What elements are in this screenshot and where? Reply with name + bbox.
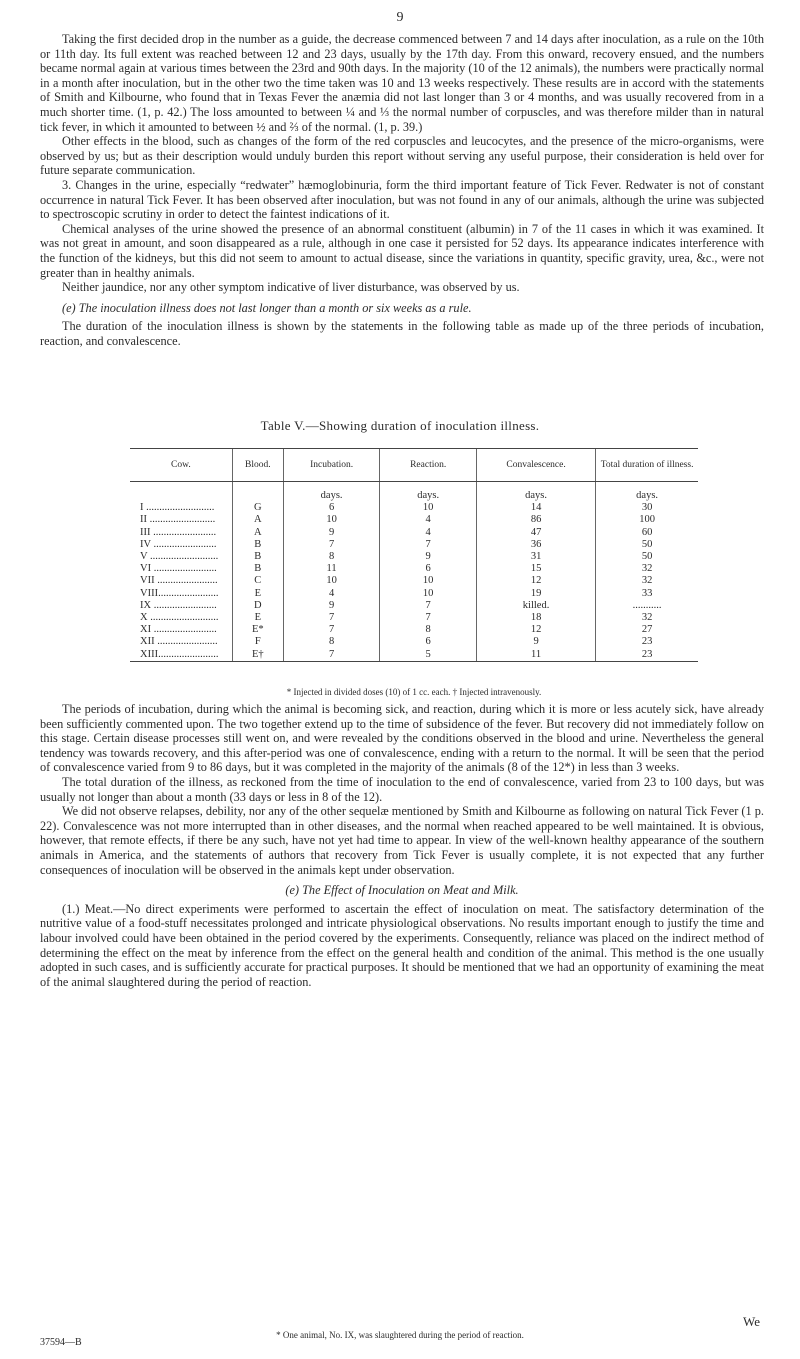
unit-cell: days.	[283, 482, 380, 503]
page-number: 9	[396, 10, 404, 25]
table-cell: E	[232, 612, 283, 624]
table-row	[130, 648, 698, 661]
unit-cell: days.	[380, 482, 477, 503]
cow-cell: V ..........................	[140, 551, 219, 563]
table-row	[130, 551, 698, 563]
unit-cell	[130, 482, 232, 503]
body-text-top	[40, 32, 764, 348]
table-cell: 12	[476, 624, 595, 636]
table-row	[130, 502, 698, 514]
table-cell: 32	[596, 563, 698, 575]
table-cell: 32	[596, 575, 698, 587]
paragraph: Neither jaundice, nor any other symptom indicative of liver disturbance, was observed by us.	[62, 280, 520, 295]
table-cell: B	[232, 563, 283, 575]
paragraph: The periods of incubation, during which the animal is becoming sick, and reaction, during which it is more or less acutely sick, have already been sufficiently commented upon. The two together extend up to the time of subsidence of the fever. But recovery did not immediately follow on this stage. Certain disease processes still went on, and were revealed by the conditions observed in the blood and urine. Nevertheless the general tendency was towards recovery, and this after-period was one of convalescence, ending with a return to the normal. It will be seen that the period of convalescence varied from 9 to 86 days, but it was completed in the majority of the animals (8 of the 12*) in less than 3 weeks.	[40, 702, 764, 775]
table-row	[130, 527, 698, 539]
table-cell: 5	[380, 648, 477, 661]
cow-cell: XIII.......................	[130, 648, 232, 661]
table-cell: E*	[232, 624, 283, 636]
table-cell: B	[232, 539, 283, 551]
unit-cell	[232, 482, 283, 503]
table-row	[130, 600, 698, 612]
column-header: Convalescence.	[476, 449, 595, 482]
column-header: Cow.	[130, 449, 232, 482]
table-cell: 18	[476, 612, 595, 624]
table-cell: 27	[596, 624, 698, 636]
column-header: Reaction.	[380, 449, 477, 482]
table-cell: 8	[283, 551, 380, 563]
column-header: Total duration of illness.	[596, 449, 698, 482]
table-cell: 60	[596, 527, 698, 539]
paragraph: We did not observe relapses, debility, nor any of the other sequelæ mentioned by Smith and Kilbourne as following on natural Tick Fever (1 p. 22). Convalescence was not more interrupted than in other diseases, and the normal when reached appeared to be well maintained. It is obvious, however, that remote effects, if there be any such, have not yet had time to appear. In view of the well-known healthy appearance of the southern animals in America, and the statements of authors that recovery from Tick Fever is usually complete, it is not expected that any further consequences of inoculation will be observed in the animals kept under observation.	[40, 804, 764, 877]
paragraph: 3. Changes in the urine, especially “redwater” hæmoglobinuria, form the third important feature of Tick Fever. Redwater is not of constant occurrence in natural Tick Fever. It has been observed after inoculation, but was not found in any of our animals, although the urine was subjected to spectroscopic scrutiny in order to detect the faintest indications of it.	[40, 177, 764, 222]
table-cell: C	[232, 575, 283, 587]
duration-table	[130, 448, 698, 662]
cow-cell: VII .......................	[140, 575, 218, 587]
unit-cell: days.	[596, 482, 698, 503]
table-cell: 9	[283, 600, 380, 612]
table-cell: 10	[380, 588, 477, 600]
table-cell: 36	[476, 539, 595, 551]
cow-cell: III ........................	[140, 526, 217, 538]
paragraph: (1.) Meat.—No direct experiments were performed to ascertain the effect of inoculation on meat. The satisfactory determination of the nutritive value of a food-stuff necessitates prolonged and intricate physiological observations. No results important enough to justify the time and labour involved could have been obtained in the period covered by the experiments. Consequently, reliance was placed on the indirect method of determining the effect on the meat by inference from the effect on the general health and condition of the animal. This method is the one usually adopted in such cases, and is sufficiently accurate for practical purposes. It should be mentioned that we had an opportunity of examining the meat of the animal slaughtered during the period of reaction.	[40, 901, 764, 989]
table-cell: 30	[596, 502, 698, 514]
table-row	[130, 539, 698, 551]
section-heading: (e) The inoculation illness does not last longer than a month or six weeks as a rule.	[62, 300, 472, 315]
table-cell: 7	[283, 539, 380, 551]
table-cell: 14	[476, 502, 595, 514]
table-cell: E†	[232, 648, 283, 661]
table-row	[130, 624, 698, 636]
table-cell: F	[232, 636, 283, 648]
table-body	[130, 482, 698, 662]
table-cell: 23	[596, 648, 698, 661]
table-cell: 12	[476, 575, 595, 587]
body-text-bottom	[40, 702, 764, 989]
table-cell: D	[232, 600, 283, 612]
column-header: Incubation.	[283, 449, 380, 482]
table-cell: 100	[596, 514, 698, 526]
table-cell: 86	[476, 514, 595, 526]
table-row	[130, 514, 698, 526]
table-cell: 8	[283, 636, 380, 648]
table-cell: 7	[283, 624, 380, 636]
cow-cell: X ..........................	[140, 611, 219, 623]
section-heading: (e) The Effect of Inoculation on Meat and Milk.	[285, 883, 519, 898]
table-header-row	[130, 449, 698, 482]
table-cell: 8	[380, 624, 477, 636]
cow-cell: I ..........................	[140, 502, 215, 514]
table-cell: 7	[380, 539, 477, 551]
table-cell: A	[232, 514, 283, 526]
catchword: We	[743, 1314, 760, 1329]
table-cell: 50	[596, 539, 698, 551]
cow-cell: IV ........................	[140, 538, 217, 550]
cow-cell: VI ........................	[140, 563, 217, 575]
table-row	[130, 612, 698, 624]
table-row	[130, 575, 698, 587]
table-cell: 32	[596, 612, 698, 624]
table-cell: 10	[283, 514, 380, 526]
cow-cell: XI ........................	[140, 624, 217, 636]
unit-cell: days.	[476, 482, 595, 503]
table-cell: E	[232, 588, 283, 600]
table-cell: killed.	[476, 600, 595, 612]
table-cell: 10	[380, 575, 477, 587]
table-row	[130, 563, 698, 575]
table-cell: 6	[380, 636, 477, 648]
table-cell: 7	[380, 600, 477, 612]
signature-mark: 37594—B	[40, 1337, 82, 1348]
table-cell: 10	[283, 575, 380, 587]
cow-cell: XII .......................	[140, 636, 218, 648]
paragraph: Chemical analyses of the urine showed the presence of an abnormal constituent (albumin) in 7 of the 11 cases in which it was examined. It was not great in amount, and soon disappeared as a rule, although in one case it persisted for 52 days. Its appearance indicates interference with the function of the kidneys, but this did not seem to amount to actual disease, since the variations in quantity, specific gravity, urea, &c., were not greater than in healthy animals.	[40, 221, 764, 280]
table-cell: 33	[596, 588, 698, 600]
paragraph: The total duration of the illness, as reckoned from the time of inoculation to the end of convalescence, varied from 23 to 100 days, but was usually not longer than about a month (33 days or less in 8 of the 12).	[40, 774, 764, 804]
table-cell: 7	[380, 612, 477, 624]
table-cell: 47	[476, 527, 595, 539]
column-header: Blood.	[232, 449, 283, 482]
units-row	[130, 482, 698, 503]
table-cell: 11	[283, 563, 380, 575]
table-cell: 19	[476, 588, 595, 600]
table-row	[130, 588, 698, 600]
table-caption: Table V.—Showing duration of inoculation illness.	[260, 418, 540, 433]
table-cell: 31	[476, 551, 595, 563]
table-cell: 9	[380, 551, 477, 563]
table-cell: 9	[476, 636, 595, 648]
table-cell: A	[232, 527, 283, 539]
cow-cell: VIII.......................	[140, 587, 219, 599]
table-cell: B	[232, 551, 283, 563]
table-cell: G	[232, 502, 283, 514]
table-cell: ...........	[596, 600, 698, 612]
paragraph: Taking the first decided drop in the number as a guide, the decrease commenced between 7 and 14 days after inoculation, as a rule on the 10th or 11th day. Its full extent was reached between 12 and 23 days, usually by the 17th day. From this onward, recovery ensued, and the numbers became normal again at various times between the 23rd and 90th days. In the majority (10 of the 12 animals), the numbers were practically normal in a month after inoculation, but in the other two the time taken was 10 and 13 weeks respectively. These results are in accord with the statements of Smith and Kilbourne, who found that in Texas Fever the anæmia did not last longer than 3 or 4 months, and was usually recovered from in a much shorter time. (1, p. 42.) The loss amounted to between ¼ and ⅓ the normal number of corpuscles, and was therefore milder than in natural tick fever, in which it amounted to between ½ and ⅔ of the normal. (1, p. 39.)	[40, 32, 764, 134]
table-cell: 9	[283, 527, 380, 539]
paragraph: Other effects in the blood, such as changes of the form of the red corpuscles and leucocytes, and the presence of the micro-organisms, were observed by us; but as their description would unduly burden this report without serving any useful purpose, their consideration is held over for future separate communication.	[40, 134, 764, 178]
table-footnote: * Injected in divided doses (10) of 1 cc. each. † Injected intravenously.	[286, 687, 542, 697]
table-cell: 15	[476, 563, 595, 575]
paragraph: The duration of the inoculation illness is shown by the statements in the following table as made up of the three periods of incubation, reaction, and convalescence.	[40, 319, 764, 348]
table-cell: 7	[283, 612, 380, 624]
table-cell: 50	[596, 551, 698, 563]
table-row	[130, 636, 698, 648]
table-cell: 6	[283, 502, 380, 514]
table-cell: 11	[476, 648, 595, 661]
table-cell: 7	[283, 648, 380, 661]
table-cell: 23	[596, 636, 698, 648]
cow-cell: II .........................	[140, 514, 216, 526]
table-cell: 4	[283, 588, 380, 600]
cow-cell: IX ........................	[140, 599, 217, 611]
table-cell: 4	[380, 514, 477, 526]
table-cell: 4	[380, 527, 477, 539]
table-cell: 10	[380, 502, 477, 514]
table-cell: 6	[380, 563, 477, 575]
page-footnote: * One animal, No. IX, was slaughtered during the period of reaction.	[276, 1330, 524, 1340]
